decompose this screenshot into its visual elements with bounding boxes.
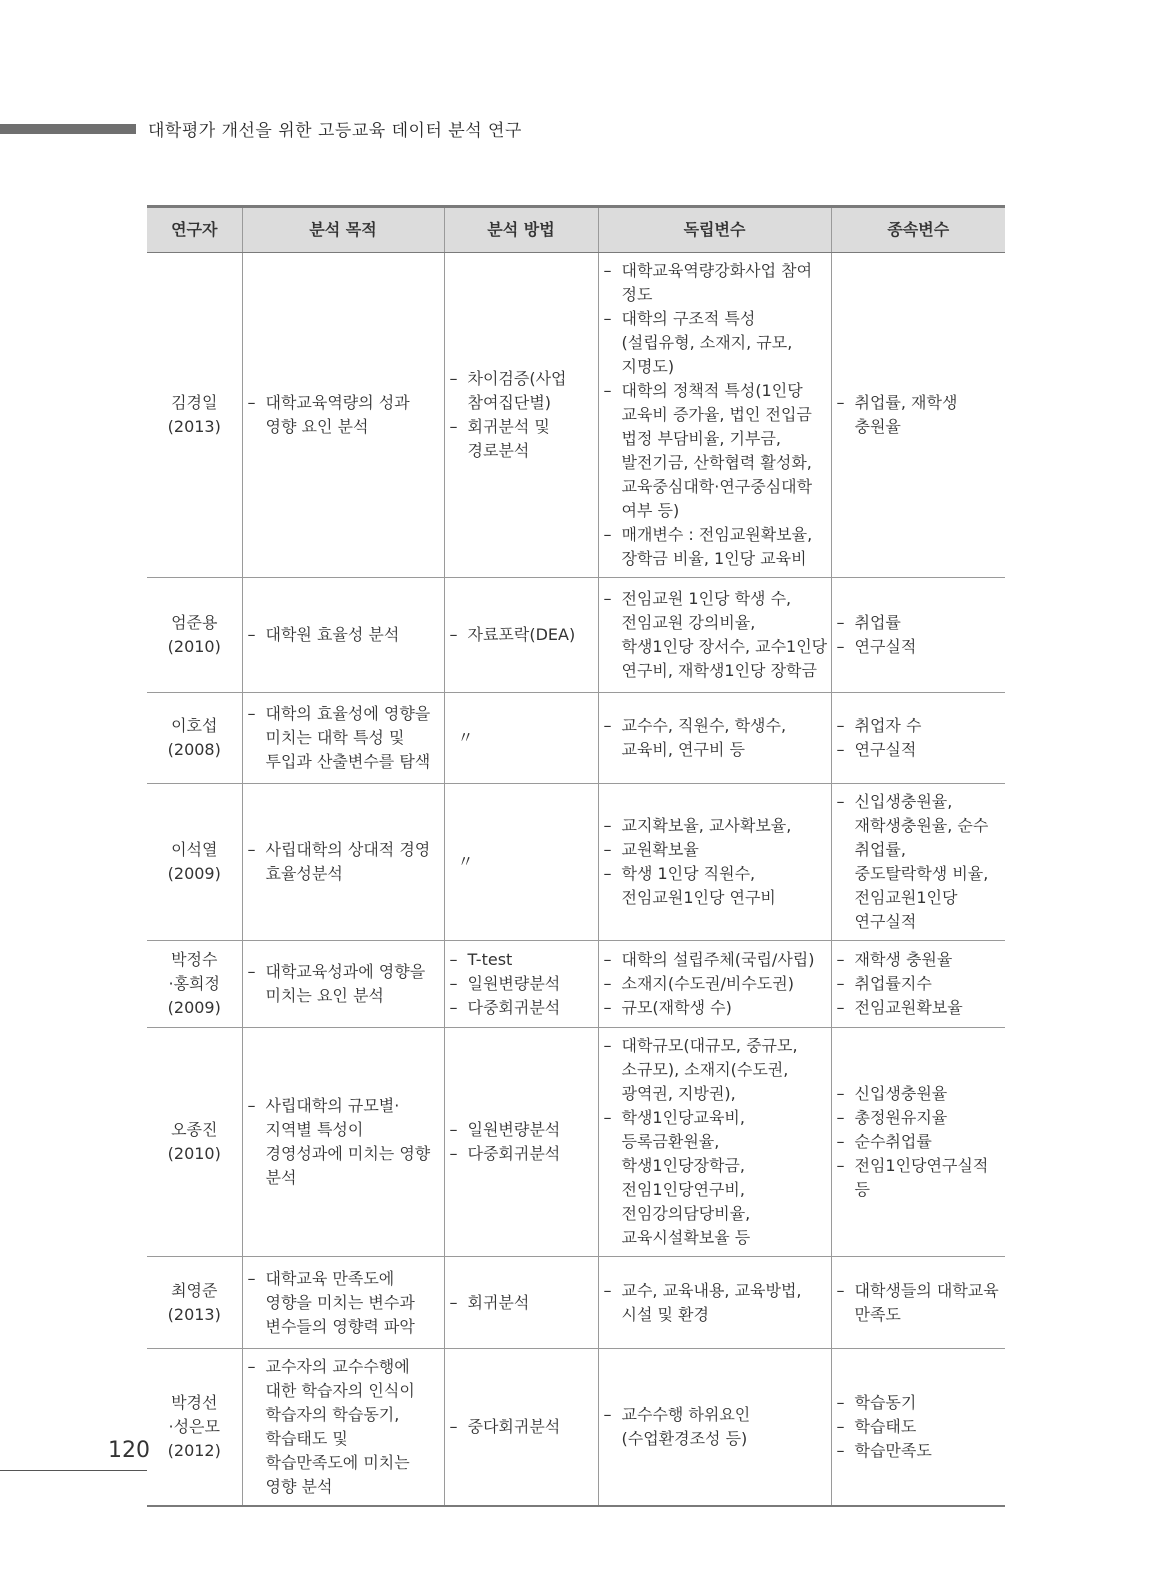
- list-item: – 중다회귀분석: [450, 1415, 595, 1439]
- list-item: – 교수자의 교수수행에 대한 학습자의 인식이 학습자의 학습동기, 학습태도 및 학습만족도에 미치는 영향 분석: [248, 1355, 441, 1499]
- list-item: – 대학교육역량의 성과 영향 요인 분석: [248, 391, 441, 439]
- list-item: – 교원확보율: [604, 838, 828, 862]
- author-year: (2012): [167, 1441, 221, 1460]
- header-researcher: 연구자: [147, 207, 242, 253]
- list-item: – 대학의 구조적 특성(설립유형, 소재지, 규모, 지명도): [604, 307, 828, 379]
- cell-purpose: [242, 253, 444, 578]
- table-row: [147, 1349, 1005, 1507]
- list-item: – 대학의 정책적 특성(1인당 교육비 증가율, 법인 전입금 법정 부담비율, 기부금, 발전기금, 산학협력 활성화, 교육중심대학·연구중심대학 여부 등): [604, 379, 828, 523]
- author-year: (2009): [167, 998, 221, 1017]
- cell-method: [444, 253, 598, 578]
- cell-dependent: [831, 1028, 1005, 1257]
- cell-independent: [598, 941, 831, 1028]
- list-item: – 회귀분석 및 경로분석: [450, 415, 595, 463]
- author-name: 오종진: [171, 1120, 218, 1139]
- list-item: – 매개변수 : 전임교원확보율, 장학금 비율, 1인당 교육비: [604, 523, 828, 571]
- list-item: – 교수수행 하위요인(수업환경조성 등): [604, 1403, 828, 1451]
- list-item: – 전임1인당연구실적 등: [837, 1154, 1003, 1202]
- cell-method: [444, 1257, 598, 1349]
- cell-method: [444, 1028, 598, 1257]
- cell-independent: [598, 784, 831, 941]
- table-row: [147, 1028, 1005, 1257]
- list-item: – 학습만족도: [837, 1439, 1003, 1463]
- cell-purpose: [242, 784, 444, 941]
- list-item: – 사립대학의 상대적 경영 효율성분석: [248, 838, 441, 886]
- cell-method: [444, 784, 598, 941]
- header-independent-variables: 독립변수: [598, 207, 831, 253]
- author-year: (2013): [167, 1304, 221, 1324]
- list-item: – 연구실적: [837, 635, 1003, 659]
- list-item: – 자료포락(DEA): [450, 623, 595, 647]
- list-item: – 일원변량분석: [450, 1118, 595, 1142]
- author-year: (2013): [167, 417, 221, 436]
- table-row: [147, 253, 1005, 578]
- author-year: (2010): [167, 1144, 221, 1163]
- cell-method: [444, 693, 598, 784]
- list-item: – 일원변량분석: [450, 972, 595, 996]
- list-item: – 대학교육역량강화사업 참여 정도: [604, 259, 828, 307]
- cell-purpose: [242, 941, 444, 1028]
- list-item: – 취업률지수: [837, 972, 1003, 996]
- header-purpose: 분석 목적: [242, 207, 444, 253]
- author-coauthor: ·홍희정: [168, 974, 220, 993]
- list-item: – 대학규모(대규모, 중규모, 소규모), 소재지(수도권, 광역권, 지방권),: [604, 1034, 828, 1106]
- list-item: – 전임교원확보율: [837, 996, 1003, 1020]
- author-name: 최영준: [171, 1280, 218, 1300]
- cell-purpose: [242, 578, 444, 693]
- cell-dependent: [831, 941, 1005, 1028]
- author-name: 박경선: [171, 1393, 218, 1412]
- list-item: – 학습동기: [837, 1391, 1003, 1415]
- author-name: 엄준용: [171, 613, 218, 632]
- table-header-row: [147, 207, 1005, 253]
- list-item: – 대학생들의 대학교육 만족도: [837, 1279, 1003, 1327]
- cell-researcher: [147, 693, 242, 784]
- list-item: – 다중회귀분석: [450, 1142, 595, 1166]
- list-item: – 소재지(수도권/비수도권): [604, 972, 828, 996]
- list-item: – 다중회귀분석: [450, 996, 595, 1020]
- cell-independent: [598, 1257, 831, 1349]
- cell-researcher: [147, 941, 242, 1028]
- list-item: – 학습태도: [837, 1415, 1003, 1439]
- table-row: [147, 578, 1005, 693]
- author-year: (2009): [167, 864, 221, 883]
- ditto-mark: 〃: [457, 728, 474, 747]
- cell-purpose: [242, 1257, 444, 1349]
- list-item: – 대학의 설립주체(국립/사립): [604, 948, 828, 972]
- list-item: – 취업자 수: [837, 714, 1003, 738]
- list-item: – T-test: [450, 948, 595, 972]
- footer-divider: [0, 1470, 147, 1471]
- cell-researcher: [147, 1349, 242, 1507]
- author-name: 김경일: [171, 393, 218, 412]
- list-item: – 대학의 효율성에 영향을 미치는 대학 특성 및 투입과 산출변수를 탐색: [248, 702, 441, 774]
- research-table: [147, 205, 1005, 1507]
- list-item: – 재학생 충원율: [837, 948, 1003, 972]
- cell-independent: [598, 1349, 831, 1507]
- cell-dependent: [831, 253, 1005, 578]
- list-item: – 신입생충원율, 재학생충원율, 순수 취업률, 중도탈락학생 비율, 전임교원1인당 연구실적: [837, 790, 1003, 934]
- author-name: 이호섭: [171, 716, 218, 735]
- cell-dependent: [831, 578, 1005, 693]
- cell-dependent: [831, 1257, 1005, 1349]
- author-name: 이석열: [171, 840, 218, 859]
- cell-researcher: [147, 578, 242, 693]
- list-item: – 순수취업률: [837, 1130, 1003, 1154]
- running-header: 대학평가 개선을 위한 고등교육 데이터 분석 연구: [148, 121, 522, 141]
- list-item: – 교지확보율, 교사확보율,: [604, 814, 828, 838]
- author-name: 박정수: [171, 950, 218, 969]
- list-item: – 규모(재학생 수): [604, 996, 828, 1020]
- list-item: – 전임교원 1인당 학생 수, 전임교원 강의비율, 학생1인당 장서수, 교수1인당 연구비, 재학생1인당 장학금: [604, 587, 828, 683]
- header-method: 분석 방법: [444, 207, 598, 253]
- cell-researcher: [147, 253, 242, 578]
- cell-method: [444, 578, 598, 693]
- cell-researcher: [147, 1028, 242, 1257]
- author-coauthor: ·성은모: [168, 1417, 220, 1436]
- table-row: [147, 1257, 1005, 1349]
- list-item: – 교수수, 직원수, 학생수, 교육비, 연구비 등: [604, 714, 828, 762]
- ditto-mark: 〃: [457, 852, 474, 871]
- header-accent-bar: [0, 124, 136, 134]
- cell-independent: [598, 253, 831, 578]
- cell-purpose: [242, 1349, 444, 1507]
- cell-method: [444, 941, 598, 1028]
- header-dependent-variables: 종속변수: [831, 207, 1005, 253]
- table-row: [147, 784, 1005, 941]
- cell-researcher: [147, 784, 242, 941]
- author-year: (2010): [167, 637, 221, 656]
- table-row: [147, 693, 1005, 784]
- cell-independent: [598, 693, 831, 784]
- table-row: [147, 941, 1005, 1028]
- list-item: – 대학교육성과에 영향을 미치는 요인 분석: [248, 960, 441, 1008]
- list-item: – 학생1인당교육비, 등록금환원율, 학생1인당장학금, 전임1인당연구비, 전임강의담당비율, 교육시설확보율 등: [604, 1106, 828, 1250]
- author-year: (2008): [167, 740, 221, 759]
- list-item: – 취업률, 재학생 충원율: [837, 391, 1003, 439]
- list-item: – 학생 1인당 직원수, 전임교원1인당 연구비: [604, 862, 828, 910]
- list-item: – 사립대학의 규모별·지역별 특성이 경영성과에 미치는 영향 분석: [248, 1094, 441, 1190]
- list-item: – 회귀분석: [450, 1291, 595, 1315]
- list-item: – 총정원유지율: [837, 1106, 1003, 1130]
- list-item: – 취업률: [837, 611, 1003, 635]
- list-item: – 교수, 교육내용, 교육방법, 시설 및 환경: [604, 1279, 828, 1327]
- cell-dependent: [831, 693, 1005, 784]
- cell-dependent: [831, 1349, 1005, 1507]
- cell-independent: [598, 578, 831, 693]
- list-item: – 신입생충원율: [837, 1082, 1003, 1106]
- cell-purpose: [242, 1028, 444, 1257]
- page-number: 120: [108, 1438, 150, 1463]
- cell-dependent: [831, 784, 1005, 941]
- list-item: – 연구실적: [837, 738, 1003, 762]
- list-item: – 대학원 효율성 분석: [248, 623, 441, 647]
- cell-purpose: [242, 693, 444, 784]
- cell-method: [444, 1349, 598, 1507]
- cell-researcher: [147, 1257, 242, 1349]
- cell-independent: [598, 1028, 831, 1257]
- list-item: – 차이검증(사업 참여집단별): [450, 367, 595, 415]
- list-item: – 대학교육 만족도에 영향을 미치는 변수과 변수들의 영향력 파악: [248, 1267, 441, 1339]
